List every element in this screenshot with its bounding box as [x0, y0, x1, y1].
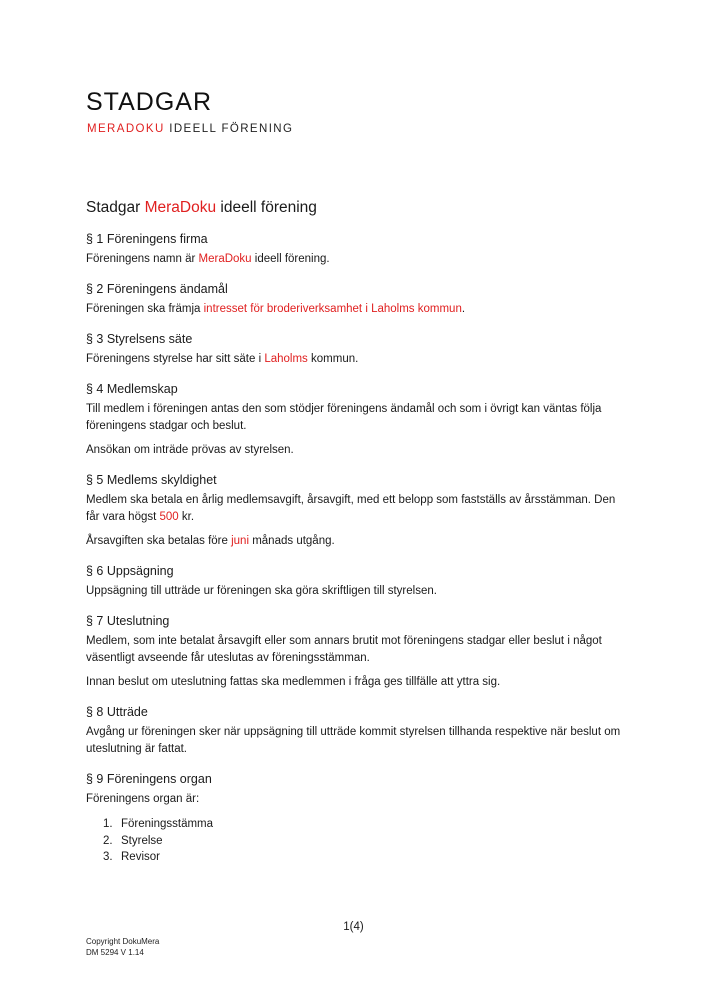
- text-run: Föreningen ska främja: [86, 303, 204, 315]
- text-run: Föreningens namn är: [86, 253, 199, 265]
- content-heading-suffix: ideell förening: [216, 199, 317, 216]
- section-3-sate: [86, 330, 626, 368]
- section-paragraph: [86, 533, 626, 550]
- text-run: kommun.: [307, 353, 359, 365]
- highlight-text: juni: [231, 535, 250, 547]
- section-paragraph: [86, 492, 626, 526]
- text-run: kr.: [178, 511, 195, 523]
- list-item-label: Styrelse: [121, 834, 163, 847]
- section-heading: § 2 Föreningens ändamål: [86, 282, 228, 296]
- content-heading-brand: MeraDoku: [144, 199, 217, 216]
- subtitle-brand: MERADOKU: [87, 123, 165, 135]
- section-9-organ: [86, 770, 626, 866]
- section-heading: § 9 Föreningens organ: [86, 772, 212, 786]
- document-body: [86, 197, 626, 878]
- section-paragraph: Medlem, som inte betalat årsavgift eller som annars brutit mot föreningens stadgar eller beslut i något väsentligt avseende får uteslutas av föreningsstämman.: [86, 635, 602, 664]
- footer: [86, 937, 159, 958]
- list-item-label: Föreningsstämma: [121, 818, 214, 830]
- section-paragraph: Innan beslut om uteslutning fattas ska medlemmen i fråga ges tillfälle att yttra sig.: [86, 676, 501, 688]
- section-6-uppsagning: [86, 562, 626, 600]
- text-run: .: [461, 303, 466, 315]
- text-run: månads utgång.: [249, 535, 335, 547]
- footer-copyright: Copyright DokuMera: [86, 937, 160, 946]
- page-number: 1(4): [343, 921, 364, 933]
- section-heading: § 5 Medlems skyldighet: [86, 473, 217, 487]
- section-heading: § 8 Utträde: [86, 705, 148, 719]
- highlight-text: intresset för broderiverksamhet i Laholms kommun: [203, 303, 462, 315]
- section-heading: § 4 Medlemskap: [86, 382, 178, 396]
- section-paragraph: Föreningens organ är:: [86, 793, 200, 805]
- section-4-medlemskap: [86, 380, 626, 459]
- section-2-andamal: [86, 280, 626, 318]
- section-paragraph: Till medlem i föreningen antas den som stödjer föreningens ändamål och som i övrigt kan väntas följa föreningens stadgar och beslut.: [86, 403, 602, 432]
- text-run: Medlem ska betala en årlig medlemsavgift, årsavgift, med ett belopp som fastställs av årsstämman. Den får vara högst: [86, 494, 616, 523]
- list-number: 1.: [103, 818, 113, 830]
- content-heading: [86, 197, 626, 219]
- text-run: Årsavgiften ska betalas före: [86, 535, 232, 547]
- organ-list: [86, 816, 626, 866]
- content-heading-prefix: Stadgar: [86, 199, 145, 216]
- section-paragraph: Uppsägning till utträde ur föreningen ska göra skriftligen till styrelsen.: [86, 585, 437, 597]
- list-item: [103, 816, 626, 833]
- section-heading: § 6 Uppsägning: [86, 564, 174, 578]
- section-paragraph: [86, 251, 626, 268]
- section-paragraph: Avgång ur föreningen sker när uppsägning till utträde kommit styrelsen tillhanda respektive när beslut om uteslutning är fattat.: [86, 726, 621, 755]
- section-5-skyldighet: [86, 471, 626, 550]
- highlight-text: 500: [159, 511, 179, 523]
- list-number: 2.: [103, 834, 113, 847]
- subtitle-rest: IDEELL FÖRENING: [164, 123, 294, 135]
- highlight-text: Laholms: [264, 353, 308, 365]
- section-7-uteslutning: [86, 612, 626, 691]
- text-run: ideell förening.: [251, 253, 330, 265]
- list-number: 3.: [103, 851, 113, 863]
- text-run: Föreningens styrelse har sitt säte i: [86, 353, 265, 365]
- list-item-label: Revisor: [121, 851, 160, 863]
- section-heading: § 3 Styrelsens säte: [86, 332, 193, 346]
- section-paragraph: Ansökan om inträde prövas av styrelsen.: [86, 444, 294, 456]
- section-1-firma: [86, 230, 626, 268]
- section-paragraph: [86, 301, 626, 318]
- footer-doc-id: DM 5294 V 1.14: [86, 947, 144, 957]
- list-item: [103, 833, 626, 850]
- document-title: STADGAR: [86, 88, 212, 116]
- document-subtitle: [87, 122, 293, 136]
- section-paragraph: [86, 351, 626, 368]
- section-8-uttrade: [86, 703, 626, 758]
- list-item: [103, 849, 626, 866]
- highlight-text: MeraDoku: [198, 253, 252, 265]
- section-heading: § 7 Uteslutning: [86, 614, 170, 628]
- section-heading: § 1 Föreningens firma: [86, 232, 208, 246]
